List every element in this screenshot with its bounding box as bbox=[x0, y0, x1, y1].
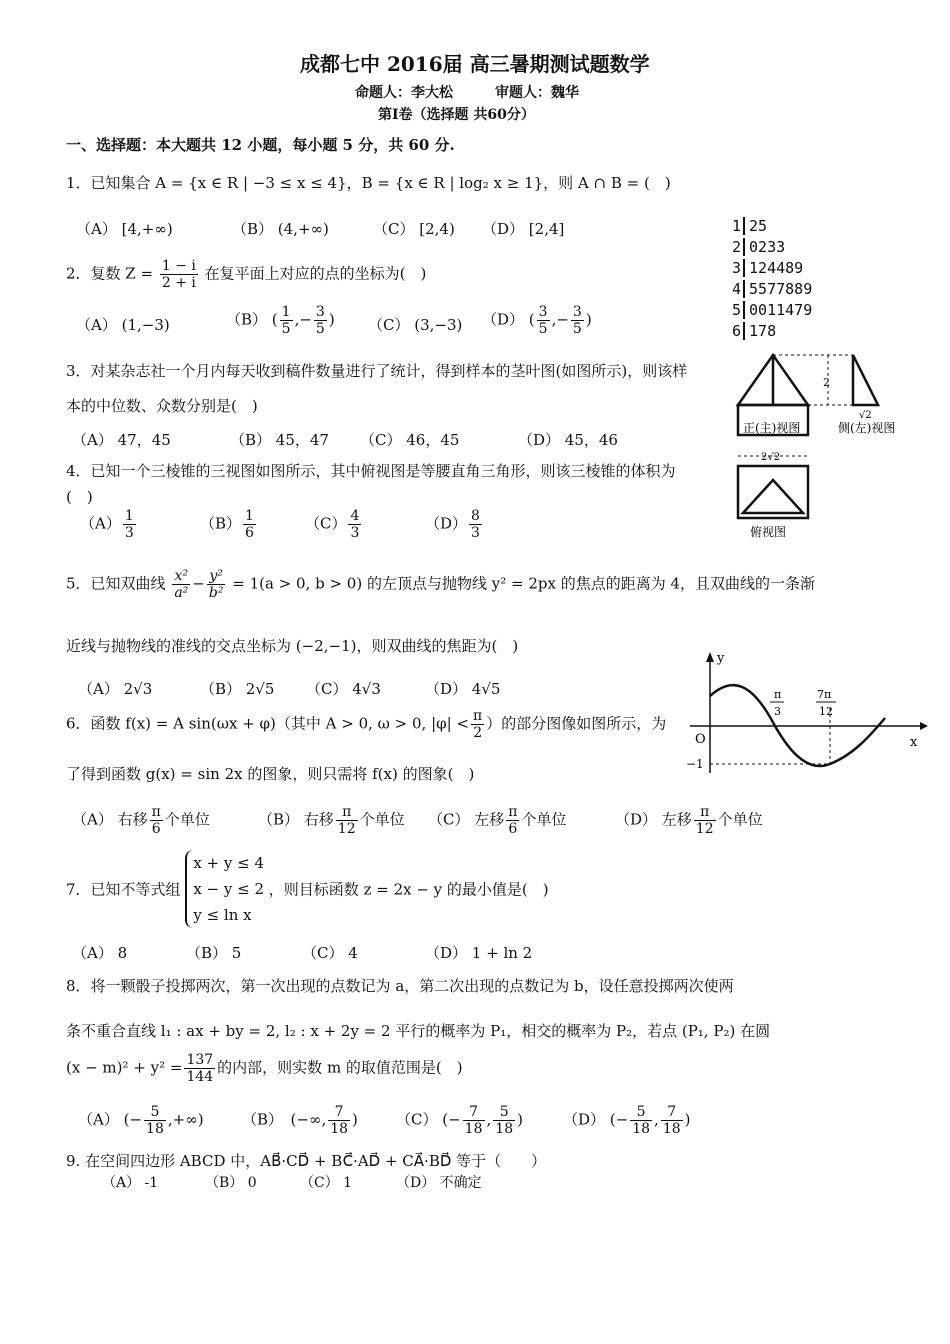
stem-leaf-row bbox=[732, 279, 812, 300]
q2b-pre: （B） ( bbox=[226, 310, 278, 329]
question-5-option-a[interactable]: （A） 2√3 bbox=[78, 680, 153, 698]
den: 6 bbox=[245, 525, 254, 541]
q2d-n2: 3 bbox=[572, 304, 582, 320]
den: 3 bbox=[124, 525, 134, 541]
num: π bbox=[473, 708, 483, 724]
num: 5 bbox=[493, 1104, 515, 1121]
question-2-option-b[interactable]: （B） ( $\frac{1}{5}$ ,− $\frac{3}{5}$ ) bbox=[226, 304, 335, 337]
frac1 bbox=[463, 1104, 485, 1137]
q2b-frac1 bbox=[280, 304, 293, 337]
suf: ) bbox=[352, 1110, 358, 1129]
question-8-option-b[interactable] bbox=[242, 1104, 358, 1137]
den: 18 bbox=[495, 1121, 514, 1137]
question-6-option-b[interactable] bbox=[258, 804, 405, 837]
stem-leaf-row bbox=[732, 216, 812, 237]
page-title: 成都七中 2016届 高三暑期测试题数学 bbox=[300, 52, 650, 76]
opt-label: （B） bbox=[200, 514, 242, 533]
leaves: 5577889 bbox=[749, 280, 813, 298]
minus-one-label: −1 bbox=[686, 757, 704, 771]
opt-label: （D） bbox=[425, 514, 468, 533]
question-3-option-a[interactable]: （A） 47，45 bbox=[72, 431, 171, 449]
origin-label: O bbox=[695, 732, 706, 747]
num: 7 bbox=[661, 1104, 683, 1121]
q2d-n1: 3 bbox=[538, 304, 548, 320]
authors-line: 命题人：李大松 审题人：魏华 bbox=[355, 85, 579, 101]
q6c-frac bbox=[506, 804, 519, 837]
question-9-option-b[interactable]: （B） 0 bbox=[205, 1175, 257, 1191]
unit: 个单位 bbox=[359, 810, 405, 829]
question-9-option-a[interactable]: （A） -1 bbox=[102, 1175, 159, 1191]
num: 7 bbox=[328, 1104, 350, 1121]
y-axis-label: y bbox=[717, 651, 725, 666]
unit: 个单位 bbox=[521, 810, 567, 829]
q7-prefix: 7．已知不等式组 bbox=[66, 880, 181, 899]
q2d-frac1 bbox=[537, 304, 550, 337]
x-axis-label: x bbox=[910, 735, 918, 750]
question-8-line1: 8．将一颗骰子投掷两次，第一次出现的点数记为 a，第二次出现的点数记为 b，设任意投掷两次使两 bbox=[66, 977, 734, 995]
den: 18 bbox=[146, 1121, 164, 1137]
question-6-option-d[interactable] bbox=[615, 804, 763, 837]
pre: （D） (− bbox=[563, 1110, 629, 1129]
question-2-option-c[interactable]: （C） (3,−3) bbox=[368, 316, 463, 334]
question-7-stem bbox=[66, 850, 549, 928]
q2d-d2: 5 bbox=[572, 321, 582, 337]
pre: （B） (−∞, bbox=[242, 1110, 327, 1129]
question-8-line2: 条不重合直线 l₁ : ax + by = 2, l₂ : x + 2y = 2 平行的概率为 P₁，相交的概率为 P₂，若点 (P₁, P₂) 在圆 bbox=[66, 1022, 771, 1040]
frac bbox=[328, 1104, 350, 1137]
num: 1 bbox=[124, 508, 134, 524]
question-4-option-a[interactable] bbox=[80, 508, 138, 541]
q7-system bbox=[185, 850, 264, 928]
num: 5 bbox=[144, 1104, 166, 1121]
leaves: 178 bbox=[749, 322, 777, 340]
question-4-line1: 4．已知一个三棱锥的三视图如图所示，其中俯视图是等腰直角三角形，则该三棱锥的体积为 bbox=[66, 462, 676, 480]
den: 3 bbox=[350, 525, 360, 541]
frac2 bbox=[661, 1104, 683, 1137]
q6b-frac bbox=[336, 804, 358, 837]
side-view-label: 侧(左)视图 bbox=[838, 421, 896, 435]
opt-label: （A） bbox=[80, 514, 121, 533]
question-5-option-b[interactable]: （B） 2√5 bbox=[200, 680, 275, 698]
question-8-option-a[interactable] bbox=[78, 1104, 204, 1137]
section-heading: 一、选择题：本大题共 12 小题，每小题 5 分，共 60 分. bbox=[66, 136, 455, 154]
q8-l3-pre: (x − m)² + y² = bbox=[66, 1058, 183, 1077]
stem-leaf-plot bbox=[732, 216, 812, 342]
num: 137 bbox=[186, 1052, 214, 1068]
unit: 个单位 bbox=[164, 810, 210, 829]
num: π bbox=[694, 804, 716, 821]
num: 4 bbox=[350, 508, 360, 524]
num: 8 bbox=[471, 508, 480, 524]
suf: ) bbox=[517, 1110, 523, 1129]
q2b-frac2 bbox=[314, 304, 327, 337]
q5-pre: 5．已知双曲线 bbox=[66, 574, 166, 593]
q2-numerator: 1 − i bbox=[161, 258, 196, 274]
question-9-option-c[interactable]: （C） 1 bbox=[300, 1175, 353, 1191]
stem: 2 bbox=[732, 238, 742, 256]
question-7-option-c[interactable]: （C） 4 bbox=[302, 944, 358, 962]
opt-label: （C） bbox=[305, 514, 347, 533]
q7-cond1: x + y ≤ 4 bbox=[193, 854, 265, 872]
q2-suffix: 在复平面上对应的点的坐标为( ) bbox=[204, 264, 427, 283]
opt-label: （A） 右移 bbox=[72, 810, 148, 829]
den: 144 bbox=[186, 1069, 214, 1085]
question-5-option-d[interactable]: （D） 4√5 bbox=[425, 680, 501, 698]
question-8-option-d[interactable]: （D） (− $\frac{5}{18}$ , $\frac{7}{18}$ ) bbox=[563, 1104, 691, 1137]
q7-cond3: y ≤ ln x bbox=[193, 906, 252, 924]
q2d-frac2 bbox=[571, 304, 584, 337]
den: 18 bbox=[464, 1121, 483, 1137]
question-2-option-a[interactable]: （A） (1,−3) bbox=[76, 316, 170, 334]
dim-width: 2√2 bbox=[761, 452, 781, 463]
question-1-option-a[interactable]: （A） [4,+∞) bbox=[76, 220, 173, 238]
question-7-option-a[interactable]: （A） 8 bbox=[72, 944, 128, 962]
question-8-option-c[interactable]: （C） (− $\frac{7}{18}$ , $\frac{5}{18}$ ) bbox=[396, 1104, 523, 1137]
q6d-frac bbox=[694, 804, 716, 837]
stem-leaf-row bbox=[732, 300, 812, 321]
top-view bbox=[738, 466, 808, 518]
tick-7pi-over-12: 7π bbox=[817, 688, 832, 701]
unit: 个单位 bbox=[717, 810, 763, 829]
question-5-line2: 近线与抛物线的准线的交点坐标为 (−2,−1)，则双曲线的焦距为( ) bbox=[66, 637, 519, 655]
question-1-option-c[interactable]: （C） [2,4) bbox=[373, 220, 455, 238]
opt-label: （D） 左移 bbox=[615, 810, 692, 829]
num: π bbox=[508, 804, 518, 820]
frac1 bbox=[630, 1104, 652, 1137]
q7-suffix: ，则目标函数 z = 2x − y 的最小值是( ) bbox=[268, 880, 549, 899]
pre: （C） (− bbox=[396, 1110, 461, 1129]
num: 1 bbox=[245, 508, 254, 524]
sine-graph bbox=[680, 648, 930, 780]
front-view-label: 正(主)视图 bbox=[743, 421, 801, 435]
question-3-line1: 3．对某杂志社一个月内每天收到稿件数量进行了统计，得到样本的茎叶图(如图所示)，则该样 bbox=[66, 362, 688, 380]
den: 6 bbox=[151, 821, 161, 837]
den: 12 bbox=[337, 821, 356, 837]
top-view-label: 俯视图 bbox=[750, 525, 787, 539]
q4a-frac bbox=[123, 508, 136, 541]
q5-mid: = 1(a > 0, b > 0) 的左顶点与抛物线 y² = 2px 的焦点的距离为 4，且双曲线的一条渐 bbox=[232, 574, 816, 593]
suf: ) bbox=[684, 1110, 691, 1129]
stem: 5 bbox=[732, 301, 742, 319]
question-6-line2: 了得到函数 g(x) = sin 2x 的图象，则只需将 f(x) 的图象( ) bbox=[66, 765, 475, 783]
question-3-option-d[interactable]: （D） 45，46 bbox=[518, 431, 618, 449]
tick-pi-over-3-den: 3 bbox=[774, 705, 781, 718]
question-8-line3 bbox=[66, 1052, 463, 1085]
q6-frac-pi2: $\frac{\pi}{2}$ bbox=[473, 708, 483, 741]
den: 6 bbox=[508, 821, 518, 837]
question-2-stem bbox=[66, 258, 426, 291]
q2b-d2: 5 bbox=[315, 321, 325, 337]
question-4-option-d[interactable] bbox=[425, 508, 484, 541]
stem-leaf-row bbox=[732, 258, 812, 279]
leaves: 0011479 bbox=[749, 301, 813, 319]
q5-frac-x: $\frac{\text{x²}}{\text{a²}}$ bbox=[174, 568, 189, 601]
question-7-option-d[interactable]: （D） 1 + ln 2 bbox=[425, 944, 533, 962]
num: 7 bbox=[463, 1104, 485, 1121]
num: π bbox=[336, 804, 358, 821]
question-2-option-d[interactable]: （D） ( $\frac{3}{5}$ ,− $\frac{3}{5}$ ) bbox=[482, 304, 592, 337]
den: 18 bbox=[330, 1121, 349, 1137]
question-3-line2: 本的中位数、众数分别是( ) bbox=[66, 397, 258, 415]
side-view bbox=[853, 355, 878, 405]
question-6-option-a[interactable] bbox=[72, 804, 210, 837]
q8-l3-suf: 的内部，则实数 m 的取值范围是( ) bbox=[217, 1058, 463, 1077]
q4c-frac bbox=[348, 508, 361, 541]
pre: （A） (− bbox=[78, 1110, 143, 1129]
question-3-option-b[interactable]: （B） 45，47 bbox=[230, 431, 329, 449]
tick-pi-over-3: π bbox=[774, 688, 782, 701]
stem-leaf-row bbox=[732, 321, 812, 342]
stem: 3 bbox=[732, 259, 742, 277]
frac2 bbox=[493, 1104, 515, 1137]
den: 12 bbox=[695, 821, 714, 837]
opt-label: （B） 右移 bbox=[258, 810, 334, 829]
q8-frac bbox=[184, 1052, 215, 1085]
q2-prefix: 2．复数 Z = bbox=[66, 264, 154, 283]
question-9-stem: 9. 在空间四边形 ABCD 中，AB⃗·CD⃗ + BC⃗·AD⃗ + CA⃗·BD⃗ 等于（ ） bbox=[66, 1152, 547, 1170]
q6a-frac bbox=[150, 804, 163, 837]
question-1-stem: 1．已知集合 A = {x ∈ R | −3 ≤ x ≤ 4}，B = {x ∈ R | log₂ x ≥ 1}，则 A ∩ B = ( ) bbox=[66, 174, 671, 192]
q4d-frac bbox=[469, 508, 482, 541]
question-5-option-c[interactable]: （C） 4√3 bbox=[306, 680, 381, 698]
question-5-line1: 5．已知双曲线 $\frac{\text{x²}}{\text{a²}}$ − $\frac{\text{y²}}{\text{b²}}$ = 1(a > 0, b > 0) 的左顶点与抛物线 y² = 2px 的焦点的距离为 4，且双曲线的一条渐 bbox=[66, 568, 816, 601]
q2-denominator: 2 + i bbox=[161, 275, 196, 291]
frac bbox=[144, 1104, 166, 1137]
leaves: 25 bbox=[749, 217, 768, 235]
question-4-option-b[interactable] bbox=[200, 508, 258, 541]
num: π bbox=[151, 804, 161, 820]
den: 18 bbox=[662, 1121, 681, 1137]
q7-cond2: x − y ≤ 2 bbox=[193, 880, 265, 898]
stem: 1 bbox=[732, 217, 742, 235]
stem: 4 bbox=[732, 280, 742, 298]
three-views-figure bbox=[728, 348, 918, 548]
question-6-option-c[interactable] bbox=[428, 804, 566, 837]
suf: ,+∞) bbox=[167, 1110, 204, 1129]
stem: 6 bbox=[732, 322, 742, 340]
q2-fraction bbox=[160, 258, 198, 291]
q2b-n2: 3 bbox=[315, 304, 325, 320]
tick-7pi-over-12-den: 12 bbox=[819, 705, 833, 718]
leaves: 124489 bbox=[749, 259, 804, 277]
question-3-option-c[interactable]: （C） 46，45 bbox=[360, 431, 460, 449]
question-4-line2: ( ) bbox=[66, 488, 93, 506]
q2b-d1: 5 bbox=[281, 321, 291, 337]
question-6-line1 bbox=[66, 708, 666, 741]
dim-side: √2 bbox=[859, 410, 872, 421]
dim-height: 2 bbox=[823, 376, 830, 389]
question-7-option-b[interactable]: （B） 5 bbox=[186, 944, 242, 962]
q6-line1b: ）的部分图像如图所示，为 bbox=[486, 714, 667, 733]
q6-line1a: 6．函数 f(x) = A sin(ωx + φ)（其中 A > 0, ω > 0, |φ| < bbox=[66, 714, 470, 733]
question-1-option-b[interactable]: （B） (4,+∞) bbox=[232, 220, 329, 238]
q4b-frac bbox=[243, 508, 256, 541]
den: 18 bbox=[632, 1121, 651, 1137]
q2d-pre: （D） ( bbox=[482, 310, 535, 329]
q2b-n1: 1 bbox=[281, 304, 291, 320]
volume-heading: 第Ⅰ卷（选择题 共60分） bbox=[378, 107, 535, 123]
den: 3 bbox=[471, 525, 480, 541]
question-4-option-c[interactable] bbox=[305, 508, 363, 541]
question-9-option-d[interactable]: （D） 不确定 bbox=[396, 1175, 482, 1191]
stem-leaf-row bbox=[732, 237, 812, 258]
question-1-option-d[interactable]: （D） [2,4] bbox=[482, 220, 565, 238]
num: 5 bbox=[630, 1104, 652, 1121]
q5-frac-y: $\frac{\text{y²}}{\text{b²}}$ bbox=[208, 568, 224, 601]
leaves: 0233 bbox=[749, 238, 786, 256]
q2d-d1: 5 bbox=[538, 321, 548, 337]
opt-label: （C） 左移 bbox=[428, 810, 505, 829]
